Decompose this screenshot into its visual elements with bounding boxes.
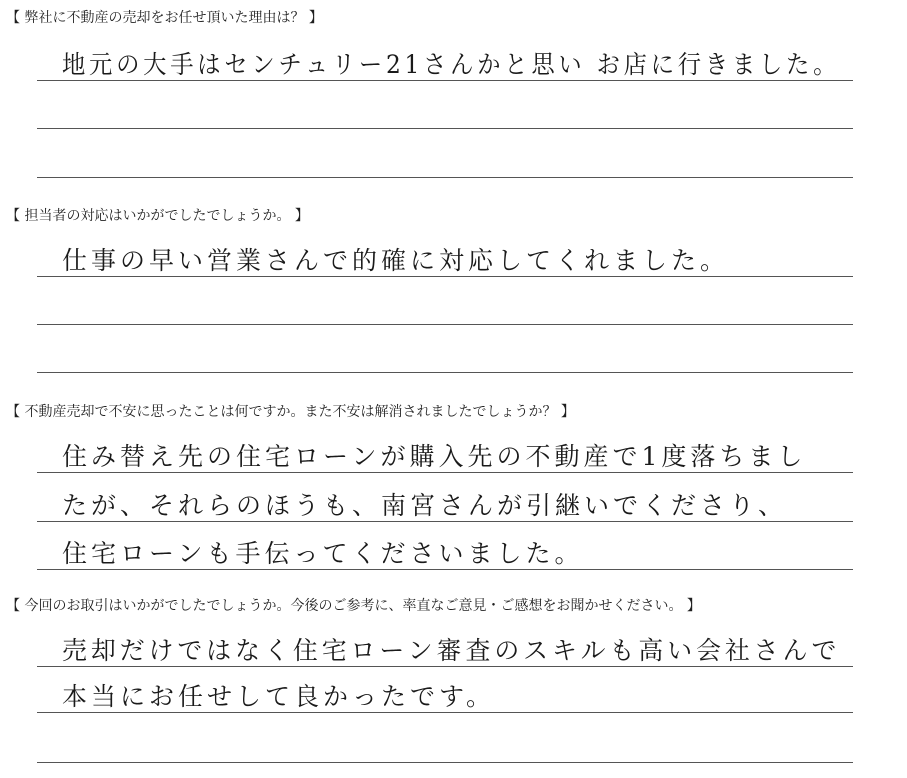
answer-4-rule-2 — [37, 712, 853, 713]
question-3-heading: 【 不動産売却で不安に思ったことは何ですか。また不安は解消されましたでしょうか？ 】 — [6, 404, 575, 420]
answer-3-rule-1 — [37, 472, 853, 473]
answer-2-line-1: 仕事の早い営業さんで的確に対応してくれました。 — [62, 246, 730, 275]
question-4-heading: 【 今回のお取引はいかがでしたでしょうか。今後のご参考に、率直なご意見・ご感想をお聞かせください。 】 — [6, 598, 701, 614]
answer-3-rule-2 — [37, 521, 853, 522]
answer-4-rule-1 — [37, 666, 853, 667]
answer-4-line-1: 売却だけではなく住宅ローン審査のスキルも高い会社さんで — [62, 636, 841, 665]
answer-2-rule-3 — [37, 372, 853, 373]
answer-2-rule-2 — [37, 324, 853, 325]
answer-1-rule-2 — [37, 128, 853, 129]
answer-4-line-2: 本当にお任せして良かったです。 — [62, 682, 496, 711]
answer-1-line-1: 地元の大手はセンチュリー21さんかと思い お店に行きました。 — [62, 50, 841, 79]
answer-3-line-3: 住宅ローンも手伝ってくださいました。 — [62, 539, 584, 568]
question-2-heading: 【 担当者の対応はいかがでしたでしょうか。 】 — [6, 208, 309, 224]
question-1-heading: 【 弊社に不動産の売却をお任せ頂いた理由は？ 】 — [6, 10, 323, 26]
answer-1-rule-1 — [37, 80, 853, 81]
answer-2-rule-1 — [37, 276, 853, 277]
answer-3-line-2: たが、それらのほうも、南宮さんが引継いでくださり、 — [62, 491, 788, 520]
answer-1-rule-3 — [37, 177, 853, 178]
answer-3-rule-3 — [37, 569, 853, 570]
answer-3-line-1: 住み替え先の住宅ローンが購入先の不動産で1度落ちまし — [62, 442, 807, 471]
answer-4-rule-3 — [37, 762, 853, 763]
